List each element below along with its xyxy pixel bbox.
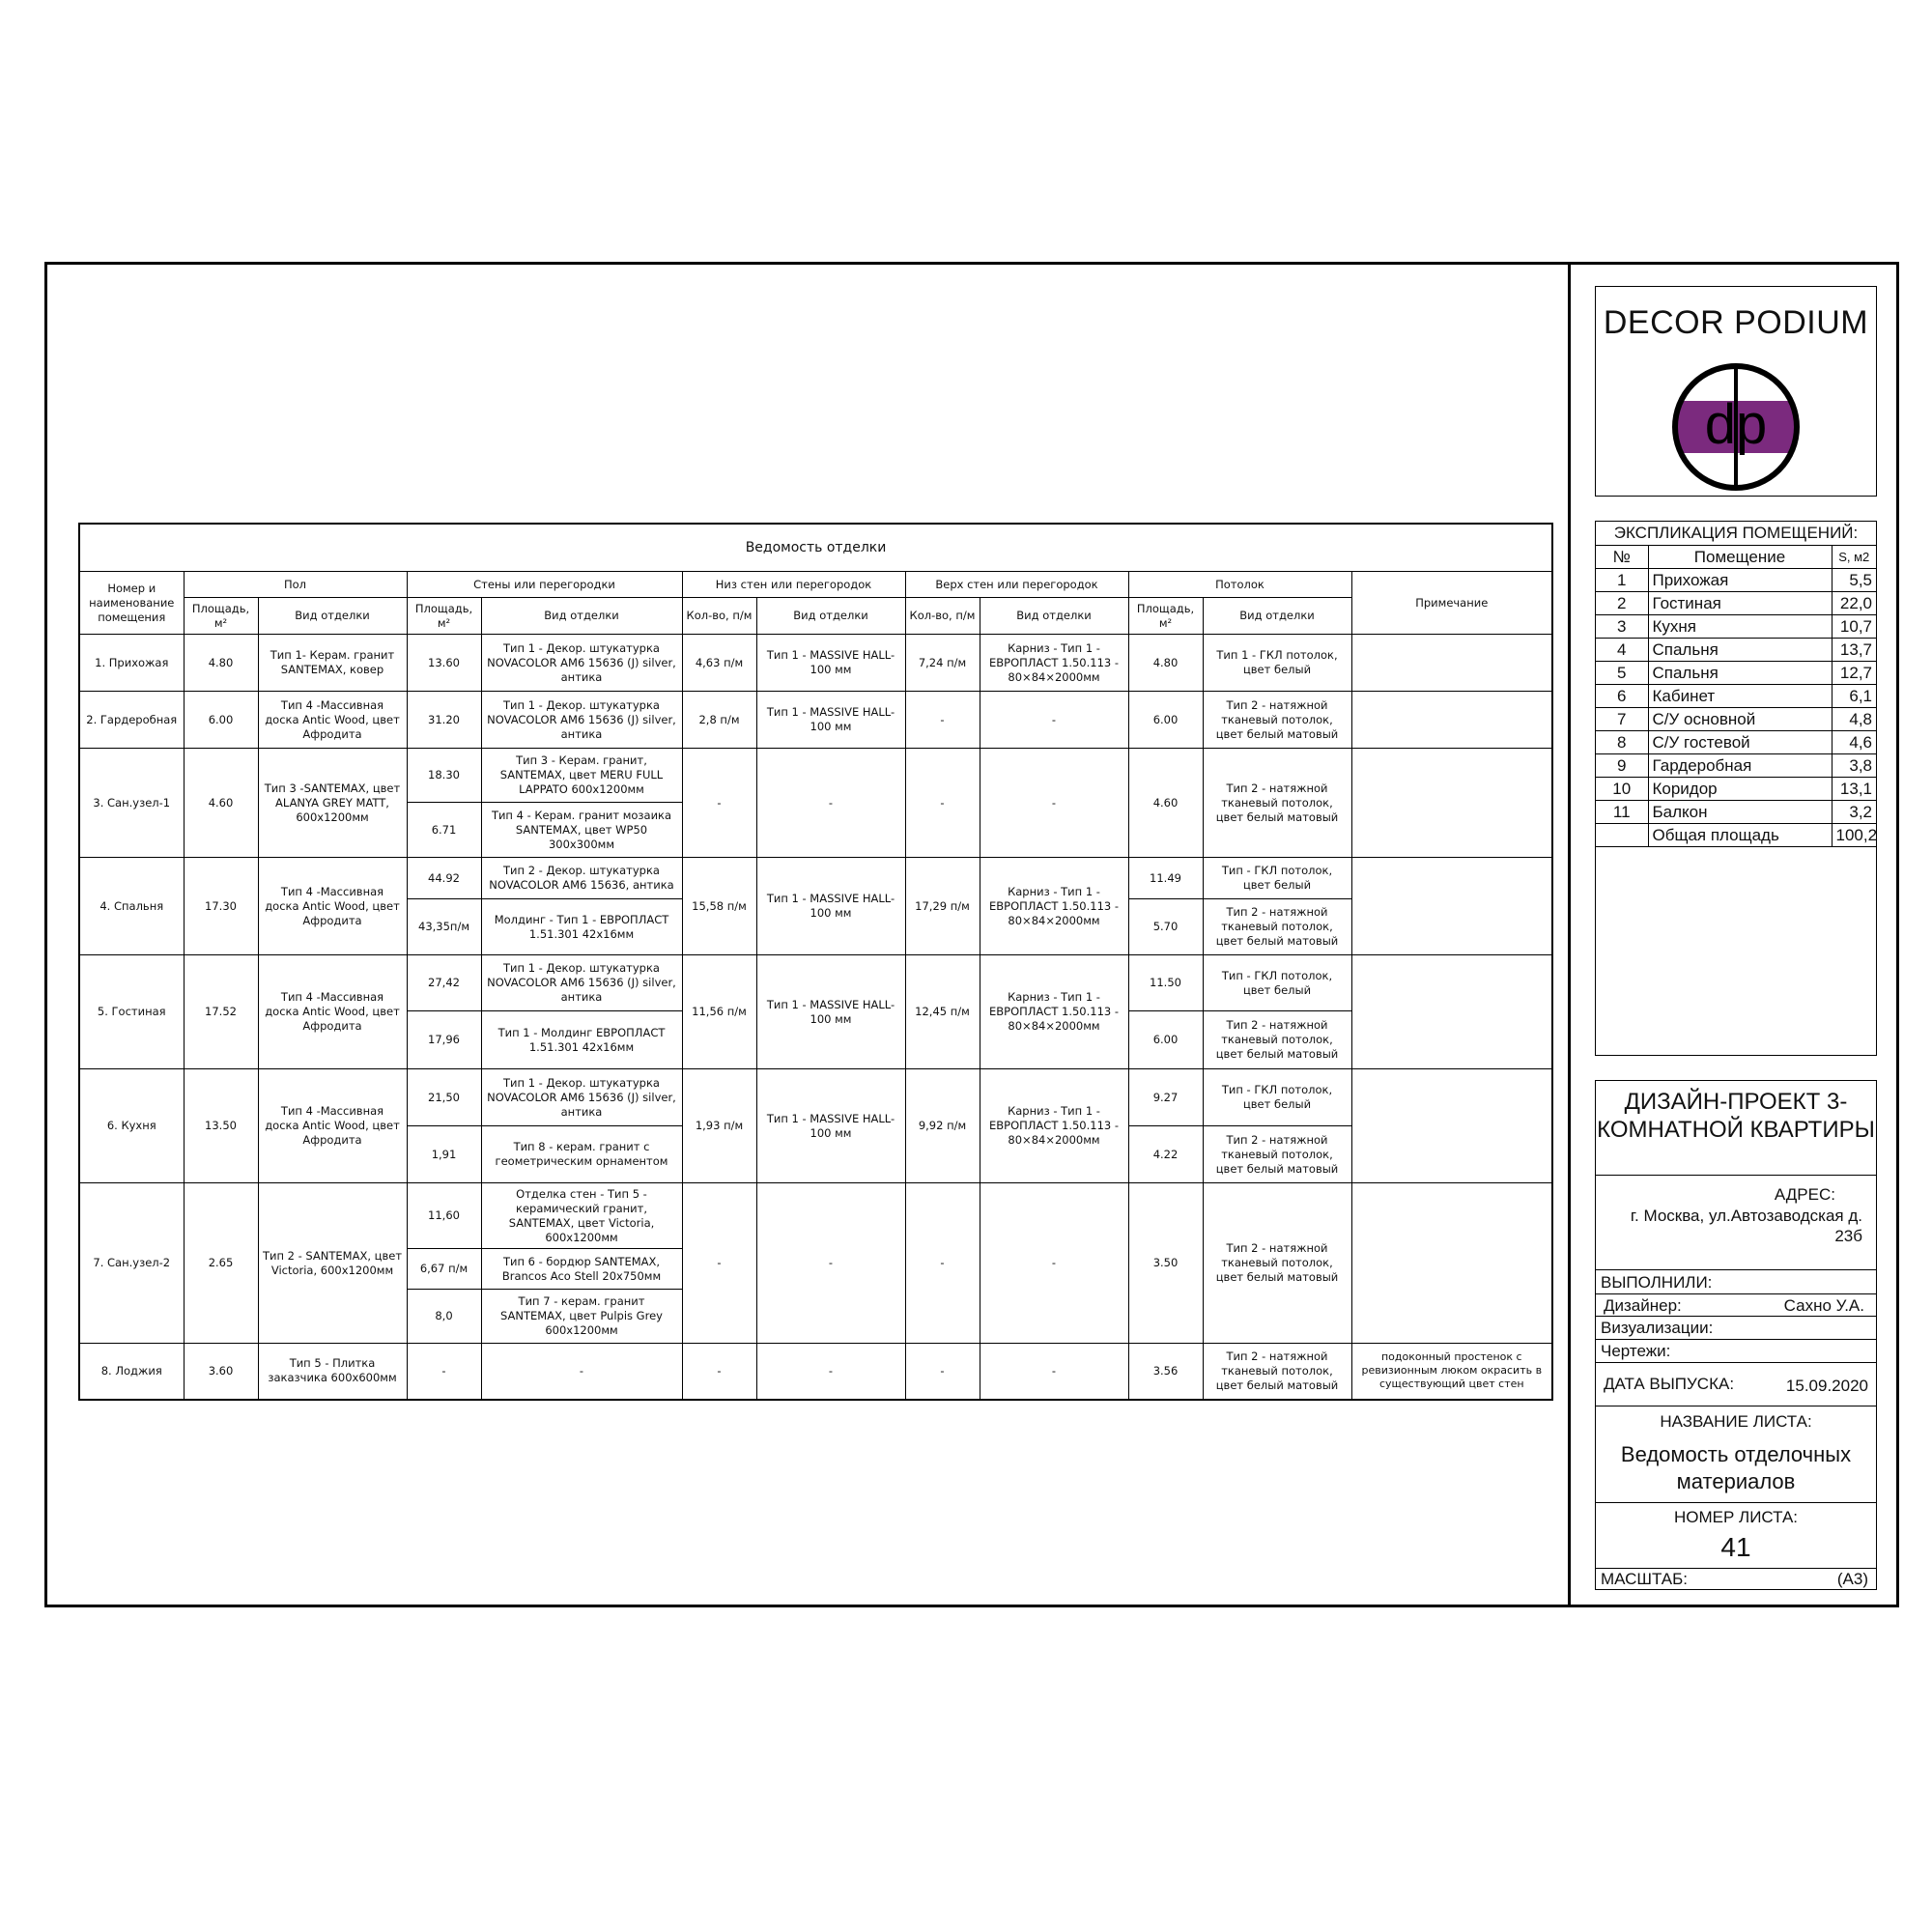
table-row (79, 1183, 1552, 1249)
wall-bottom-finish: Тип 1 - MASSIVE HALL- 100 мм (756, 635, 905, 692)
wall-top-finish: - (980, 1183, 1128, 1344)
explication-area: 22,0 (1832, 592, 1876, 615)
explication-num: 8 (1596, 731, 1648, 754)
floor-finish: Тип 3 -SANTEMAX, цвет ALANYA GREY MATT, 600х1200мм (258, 749, 407, 858)
explication-room: С/У основной (1648, 708, 1832, 731)
ceiling-finish: Тип 2 - натяжной тканевый потолок, цвет белый матовый (1203, 749, 1351, 858)
visualization-label: Визуализации: (1601, 1319, 1714, 1337)
wall-top-qty: - (905, 749, 980, 858)
ceiling-finish: Тип 2 - натяжной тканевый потолок, цвет белый матовый (1203, 692, 1351, 749)
wall-area: 27,42 (407, 955, 481, 1011)
floor-area: 6.00 (184, 692, 258, 749)
wall-top-finish: Карниз - Тип 1 - ЕВРОПЛАСТ 1.50.113 - 80×84×2000мм (980, 1069, 1128, 1183)
explication-num: 3 (1596, 615, 1648, 639)
floor-area: 3.60 (184, 1344, 258, 1400)
ceiling-area: 11.50 (1128, 955, 1203, 1011)
room-name: 1. Прихожая (79, 635, 184, 692)
explication-row (1596, 615, 1876, 639)
wall-area: 31.20 (407, 692, 481, 749)
done-by-label: ВЫПОЛНИЛИ: (1601, 1273, 1713, 1292)
note (1351, 858, 1552, 955)
explication-row (1596, 731, 1876, 754)
explication-row (1596, 708, 1876, 731)
wall-bottom-finish: - (756, 1344, 905, 1400)
explication-row (1596, 754, 1876, 778)
wall-finish: Тип 1 - Декор. штукатурка NOVACOLOR AM6 15636 (J) silver, антика (481, 635, 682, 692)
wall-finish: Тип 1 - Декор. штукатурка NOVACOLOR AM6 15636 (J) silver, антика (481, 692, 682, 749)
wall-bottom-qty: 1,93 п/м (682, 1069, 756, 1183)
explication-num: 7 (1596, 708, 1648, 731)
explication-total-spacer (1596, 824, 1648, 847)
header-ceiling: Потолок (1128, 572, 1351, 598)
explication-col-num: № (1596, 546, 1648, 569)
sheet-name-label: НАЗВАНИЕ ЛИСТА: (1660, 1412, 1812, 1431)
header-walls-finish: Вид отделки (481, 598, 682, 635)
ceiling-finish: Тип - ГКЛ потолок, цвет белый (1203, 955, 1351, 1011)
company-name: DECOR PODIUM (1603, 304, 1869, 341)
explication-table (1596, 546, 1876, 847)
address-block (1596, 1176, 1876, 1270)
floor-area: 2.65 (184, 1183, 258, 1344)
floor-area: 4.80 (184, 635, 258, 692)
wall-top-finish: - (980, 692, 1128, 749)
wall-area: 11,60 (407, 1183, 481, 1249)
drawings-row (1596, 1340, 1876, 1363)
explication-num: 1 (1596, 569, 1648, 592)
floor-finish: Тип 4 -Массивная доска Antic Wood, цвет Афродита (258, 858, 407, 955)
explication-room: Прихожая (1648, 569, 1832, 592)
wall-top-qty: 12,45 п/м (905, 955, 980, 1069)
wall-top-finish: - (980, 1344, 1128, 1400)
wall-area: 1,91 (407, 1126, 481, 1183)
explication-area: 13,7 (1832, 639, 1876, 662)
wall-finish: Отделка стен - Тип 5 - керамический гранит, SANTEMAX, цвет Victoria, 600х1200мм (481, 1183, 682, 1249)
explication-room: Кабинет (1648, 685, 1832, 708)
note (1351, 749, 1552, 858)
explication-area: 3,8 (1832, 754, 1876, 778)
visualization-row (1596, 1317, 1876, 1340)
address-value: г. Москва, ул.Автозаводская д. 23б (1630, 1207, 1862, 1245)
header-wall-bottom: Низ стен или перегородок (682, 572, 905, 598)
sheet-name-value: Ведомость отделочных материалов (1620, 1442, 1852, 1493)
note: подоконный простенок с ревизионным люком окрасить в существующий цвет стен (1351, 1344, 1552, 1400)
note (1351, 1069, 1552, 1183)
header-walls: Стены или перегородки (407, 572, 682, 598)
drawings-label: Чертежи: (1601, 1342, 1671, 1360)
explication-num: 9 (1596, 754, 1648, 778)
wall-bottom-finish: Тип 1 - MASSIVE HALL- 100 мм (756, 1069, 905, 1183)
explication-total-label: Общая площадь (1648, 824, 1832, 847)
note (1351, 692, 1552, 749)
explication-row (1596, 778, 1876, 801)
explication-room: Гардеробная (1648, 754, 1832, 778)
ceiling-finish: Тип 1 - ГКЛ потолок, цвет белый (1203, 635, 1351, 692)
wall-bottom-finish: Тип 1 - MASSIVE HALL- 100 мм (756, 955, 905, 1069)
header-room: Номер и наименование помещения (79, 572, 184, 635)
table-row (79, 1344, 1552, 1400)
wall-finish: Молдинг - Тип 1 - ЕВРОПЛАСТ 1.51.301 42х16мм (481, 899, 682, 955)
header-floor-finish: Вид отделки (258, 598, 407, 635)
wall-area: 6.71 (407, 803, 481, 858)
room-name: 4. Спальня (79, 858, 184, 955)
explication-col-room: Помещение (1648, 546, 1832, 569)
ceiling-area: 3.56 (1128, 1344, 1203, 1400)
explication-col-area: S, м2 (1832, 546, 1876, 569)
header-floor: Пол (184, 572, 407, 598)
done-by-row (1596, 1270, 1876, 1293)
explication-num: 2 (1596, 592, 1648, 615)
table-row (79, 858, 1552, 899)
wall-area: 44.92 (407, 858, 481, 899)
wall-finish: Тип 1 - Декор. штукатурка NOVACOLOR AM6 15636 (J) silver, антика (481, 1069, 682, 1126)
room-name: 7. Сан.узел-2 (79, 1183, 184, 1344)
ceiling-finish: Тип 2 - натяжной тканевый потолок, цвет белый матовый (1203, 1344, 1351, 1400)
explication-room: Гостиная (1648, 592, 1832, 615)
ceiling-finish: Тип 2 - натяжной тканевый потолок, цвет белый матовый (1203, 1126, 1351, 1183)
explication-room: Спальня (1648, 639, 1832, 662)
ceiling-area: 4.22 (1128, 1126, 1203, 1183)
wall-bottom-finish: Тип 1 - MASSIVE HALL- 100 мм (756, 692, 905, 749)
wall-top-qty: - (905, 1344, 980, 1400)
explication-area: 6,1 (1832, 685, 1876, 708)
logo-box (1595, 286, 1877, 497)
ceiling-finish: Тип - ГКЛ потолок, цвет белый (1203, 1069, 1351, 1126)
explication-num: 4 (1596, 639, 1648, 662)
floor-finish: Тип 4 -Массивная доска Antic Wood, цвет Афродита (258, 692, 407, 749)
wall-bottom-qty: - (682, 749, 756, 858)
table-row (79, 955, 1552, 1011)
wall-bottom-qty: 2,8 п/м (682, 692, 756, 749)
header-floor-area: Площадь, м² (184, 598, 258, 635)
ceiling-area: 9.27 (1128, 1069, 1203, 1126)
address-label: АДРЕС: (1774, 1185, 1835, 1204)
sheet-number-value: 41 (1720, 1532, 1751, 1562)
room-name: 8. Лоджия (79, 1344, 184, 1400)
floor-area: 17.52 (184, 955, 258, 1069)
room-name: 2. Гардеробная (79, 692, 184, 749)
release-value: 15.09.2020 (1785, 1377, 1868, 1395)
explication-area: 4,8 (1832, 708, 1876, 731)
explication-row (1596, 639, 1876, 662)
explication-area: 12,7 (1832, 662, 1876, 685)
table-row (79, 635, 1552, 692)
floor-area: 4.60 (184, 749, 258, 858)
designer-label: Дизайнер: (1604, 1296, 1682, 1315)
release-label: ДАТА ВЫПУСКА: (1604, 1375, 1735, 1393)
floor-finish: Тип 1- Керам. гранит SANTEMAX, ковер (258, 635, 407, 692)
header-bottom-finish: Вид отделки (756, 598, 905, 635)
header-wall-top: Верх стен или перегородок (905, 572, 1128, 598)
scale-value: (А3) (1836, 1570, 1868, 1588)
explication-title: ЭКСПЛИКАЦИЯ ПОМЕЩЕНИЙ: (1596, 522, 1876, 546)
header-bottom-qty: Кол-во, п/м (682, 598, 756, 635)
ceiling-finish: Тип 2 - натяжной тканевый потолок, цвет белый матовый (1203, 1183, 1351, 1344)
header-ceiling-area: Площадь, м² (1128, 598, 1203, 635)
wall-top-qty: - (905, 1183, 980, 1344)
header-walls-area: Площадь, м² (407, 598, 481, 635)
explication-row (1596, 569, 1876, 592)
frame-divider (1568, 262, 1571, 1607)
wall-finish: Тип 4 - Керам. гранит мозаика SANTEMAX, цвет WP50 300х300мм (481, 803, 682, 858)
header-top-qty: Кол-во, п/м (905, 598, 980, 635)
explication-box (1595, 521, 1877, 1056)
ceiling-area: 3.50 (1128, 1183, 1203, 1344)
wall-area: 6,67 п/м (407, 1249, 481, 1290)
room-name: 5. Гостиная (79, 955, 184, 1069)
table-row (79, 749, 1552, 803)
floor-finish: Тип 5 - Плитка заказчика 600х600мм (258, 1344, 407, 1400)
header-ceiling-finish: Вид отделки (1203, 598, 1351, 635)
room-name: 6. Кухня (79, 1069, 184, 1183)
explication-area: 4,6 (1832, 731, 1876, 754)
ceiling-area: 6.00 (1128, 1011, 1203, 1069)
wall-area: 13.60 (407, 635, 481, 692)
ceiling-area: 6.00 (1128, 692, 1203, 749)
wall-finish: - (481, 1344, 682, 1400)
wall-top-qty: 9,92 п/м (905, 1069, 980, 1183)
table-caption: Ведомость отделки (79, 524, 1552, 572)
wall-bottom-finish: - (756, 1183, 905, 1344)
wall-finish: Тип 3 - Керам. гранит, SANTEMAX, цвет MERU FULL LAPPATO 600х1200мм (481, 749, 682, 803)
ceiling-area: 4.80 (1128, 635, 1203, 692)
sheet-number-label: НОМЕР ЛИСТА: (1673, 1508, 1799, 1526)
explication-room: Коридор (1648, 778, 1832, 801)
wall-bottom-finish: Тип 1 - MASSIVE HALL- 100 мм (756, 858, 905, 955)
explication-area: 10,7 (1832, 615, 1876, 639)
floor-finish: Тип 4 -Массивная доска Antic Wood, цвет Афродита (258, 1069, 407, 1183)
designer-row (1596, 1293, 1876, 1317)
wall-area: 18.30 (407, 749, 481, 803)
wall-finish: Тип 8 - керам. гранит с геометрическим орнаментом (481, 1126, 682, 1183)
ceiling-finish: Тип 2 - натяжной тканевый потолок, цвет белый матовый (1203, 899, 1351, 955)
header-top-finish: Вид отделки (980, 598, 1128, 635)
explication-row (1596, 801, 1876, 824)
explication-area: 5,5 (1832, 569, 1876, 592)
wall-area: 43,35п/м (407, 899, 481, 955)
explication-row (1596, 662, 1876, 685)
wall-top-qty: 17,29 п/м (905, 858, 980, 955)
room-name: 3. Сан.узел-1 (79, 749, 184, 858)
ceiling-finish: Тип - ГКЛ потолок, цвет белый (1203, 858, 1351, 899)
sheet-name-block (1596, 1406, 1876, 1503)
explication-num: 6 (1596, 685, 1648, 708)
explication-num: 5 (1596, 662, 1648, 685)
explication-total-row (1596, 824, 1876, 847)
wall-bottom-qty: 4,63 п/м (682, 635, 756, 692)
logo-text: dp (1704, 393, 1768, 456)
explication-num: 10 (1596, 778, 1648, 801)
ceiling-area: 11.49 (1128, 858, 1203, 899)
table-row (79, 692, 1552, 749)
wall-bottom-finish: - (756, 749, 905, 858)
company-logo-icon (1667, 358, 1804, 496)
scale-label: МАСШТАБ: (1601, 1570, 1689, 1588)
floor-finish: Тип 2 - SANTEMAX, цвет Victoria, 600х1200мм (258, 1183, 407, 1344)
header-note: Примечание (1351, 572, 1552, 635)
info-box (1595, 1080, 1877, 1590)
explication-num: 11 (1596, 801, 1648, 824)
table-row (79, 1069, 1552, 1126)
wall-finish: Тип 2 - Декор. штукатурка NOVACOLOR AM6 15636, антика (481, 858, 682, 899)
wall-finish: Тип 7 - керам. гранит SANTEMAX, цвет Pulpis Grey 600х1200мм (481, 1290, 682, 1344)
release-row (1596, 1363, 1876, 1406)
explication-area: 3,2 (1832, 801, 1876, 824)
scale-row (1596, 1569, 1876, 1590)
wall-finish: Тип 6 - бордюр SANTEMAX, Brancos Aco Stell 20х750мм (481, 1249, 682, 1290)
finish-schedule-table (78, 523, 1553, 1401)
wall-top-finish: Карниз - Тип 1 - ЕВРОПЛАСТ 1.50.113 - 80×84×2000мм (980, 955, 1128, 1069)
wall-area: 17,96 (407, 1011, 481, 1069)
designer-value: Сахно У.А. (1783, 1296, 1864, 1315)
wall-finish: Тип 1 - Декор. штукатурка NOVACOLOR AM6 15636 (J) silver, антика (481, 955, 682, 1011)
explication-row (1596, 685, 1876, 708)
explication-row (1596, 592, 1876, 615)
sheet-number-block (1596, 1503, 1876, 1569)
ceiling-area: 5.70 (1128, 899, 1203, 955)
explication-room: Спальня (1648, 662, 1832, 685)
note (1351, 955, 1552, 1069)
note (1351, 1183, 1552, 1344)
finish-table-body (79, 635, 1552, 1400)
floor-area: 17.30 (184, 858, 258, 955)
wall-top-finish: - (980, 749, 1128, 858)
wall-area: - (407, 1344, 481, 1400)
floor-finish: Тип 4 -Массивная доска Antic Wood, цвет Афродита (258, 955, 407, 1069)
explication-room: Балкон (1648, 801, 1832, 824)
note (1351, 635, 1552, 692)
project-title: ДИЗАЙН-ПРОЕКТ 3-КОМНАТНОЙ КВАРТИРЫ (1596, 1081, 1876, 1176)
wall-top-finish: Карниз - Тип 1 - ЕВРОПЛАСТ 1.50.113 - 80×84×2000мм (980, 635, 1128, 692)
wall-top-finish: Карниз - Тип 1 - ЕВРОПЛАСТ 1.50.113 - 80×84×2000мм (980, 858, 1128, 955)
wall-bottom-qty: 15,58 п/м (682, 858, 756, 955)
explication-total-value: 100,2 (1832, 824, 1876, 847)
wall-top-qty: 7,24 п/м (905, 635, 980, 692)
explication-area: 13,1 (1832, 778, 1876, 801)
floor-area: 13.50 (184, 1069, 258, 1183)
ceiling-area: 4.60 (1128, 749, 1203, 858)
wall-top-qty: - (905, 692, 980, 749)
wall-area: 8,0 (407, 1290, 481, 1344)
explication-room: Кухня (1648, 615, 1832, 639)
ceiling-finish: Тип 2 - натяжной тканевый потолок, цвет белый матовый (1203, 1011, 1351, 1069)
wall-finish: Тип 1 - Молдинг ЕВРОПЛАСТ 1.51.301 42х16мм (481, 1011, 682, 1069)
wall-bottom-qty: - (682, 1183, 756, 1344)
explication-room: С/У гостевой (1648, 731, 1832, 754)
wall-bottom-qty: - (682, 1344, 756, 1400)
wall-bottom-qty: 11,56 п/м (682, 955, 756, 1069)
wall-area: 21,50 (407, 1069, 481, 1126)
